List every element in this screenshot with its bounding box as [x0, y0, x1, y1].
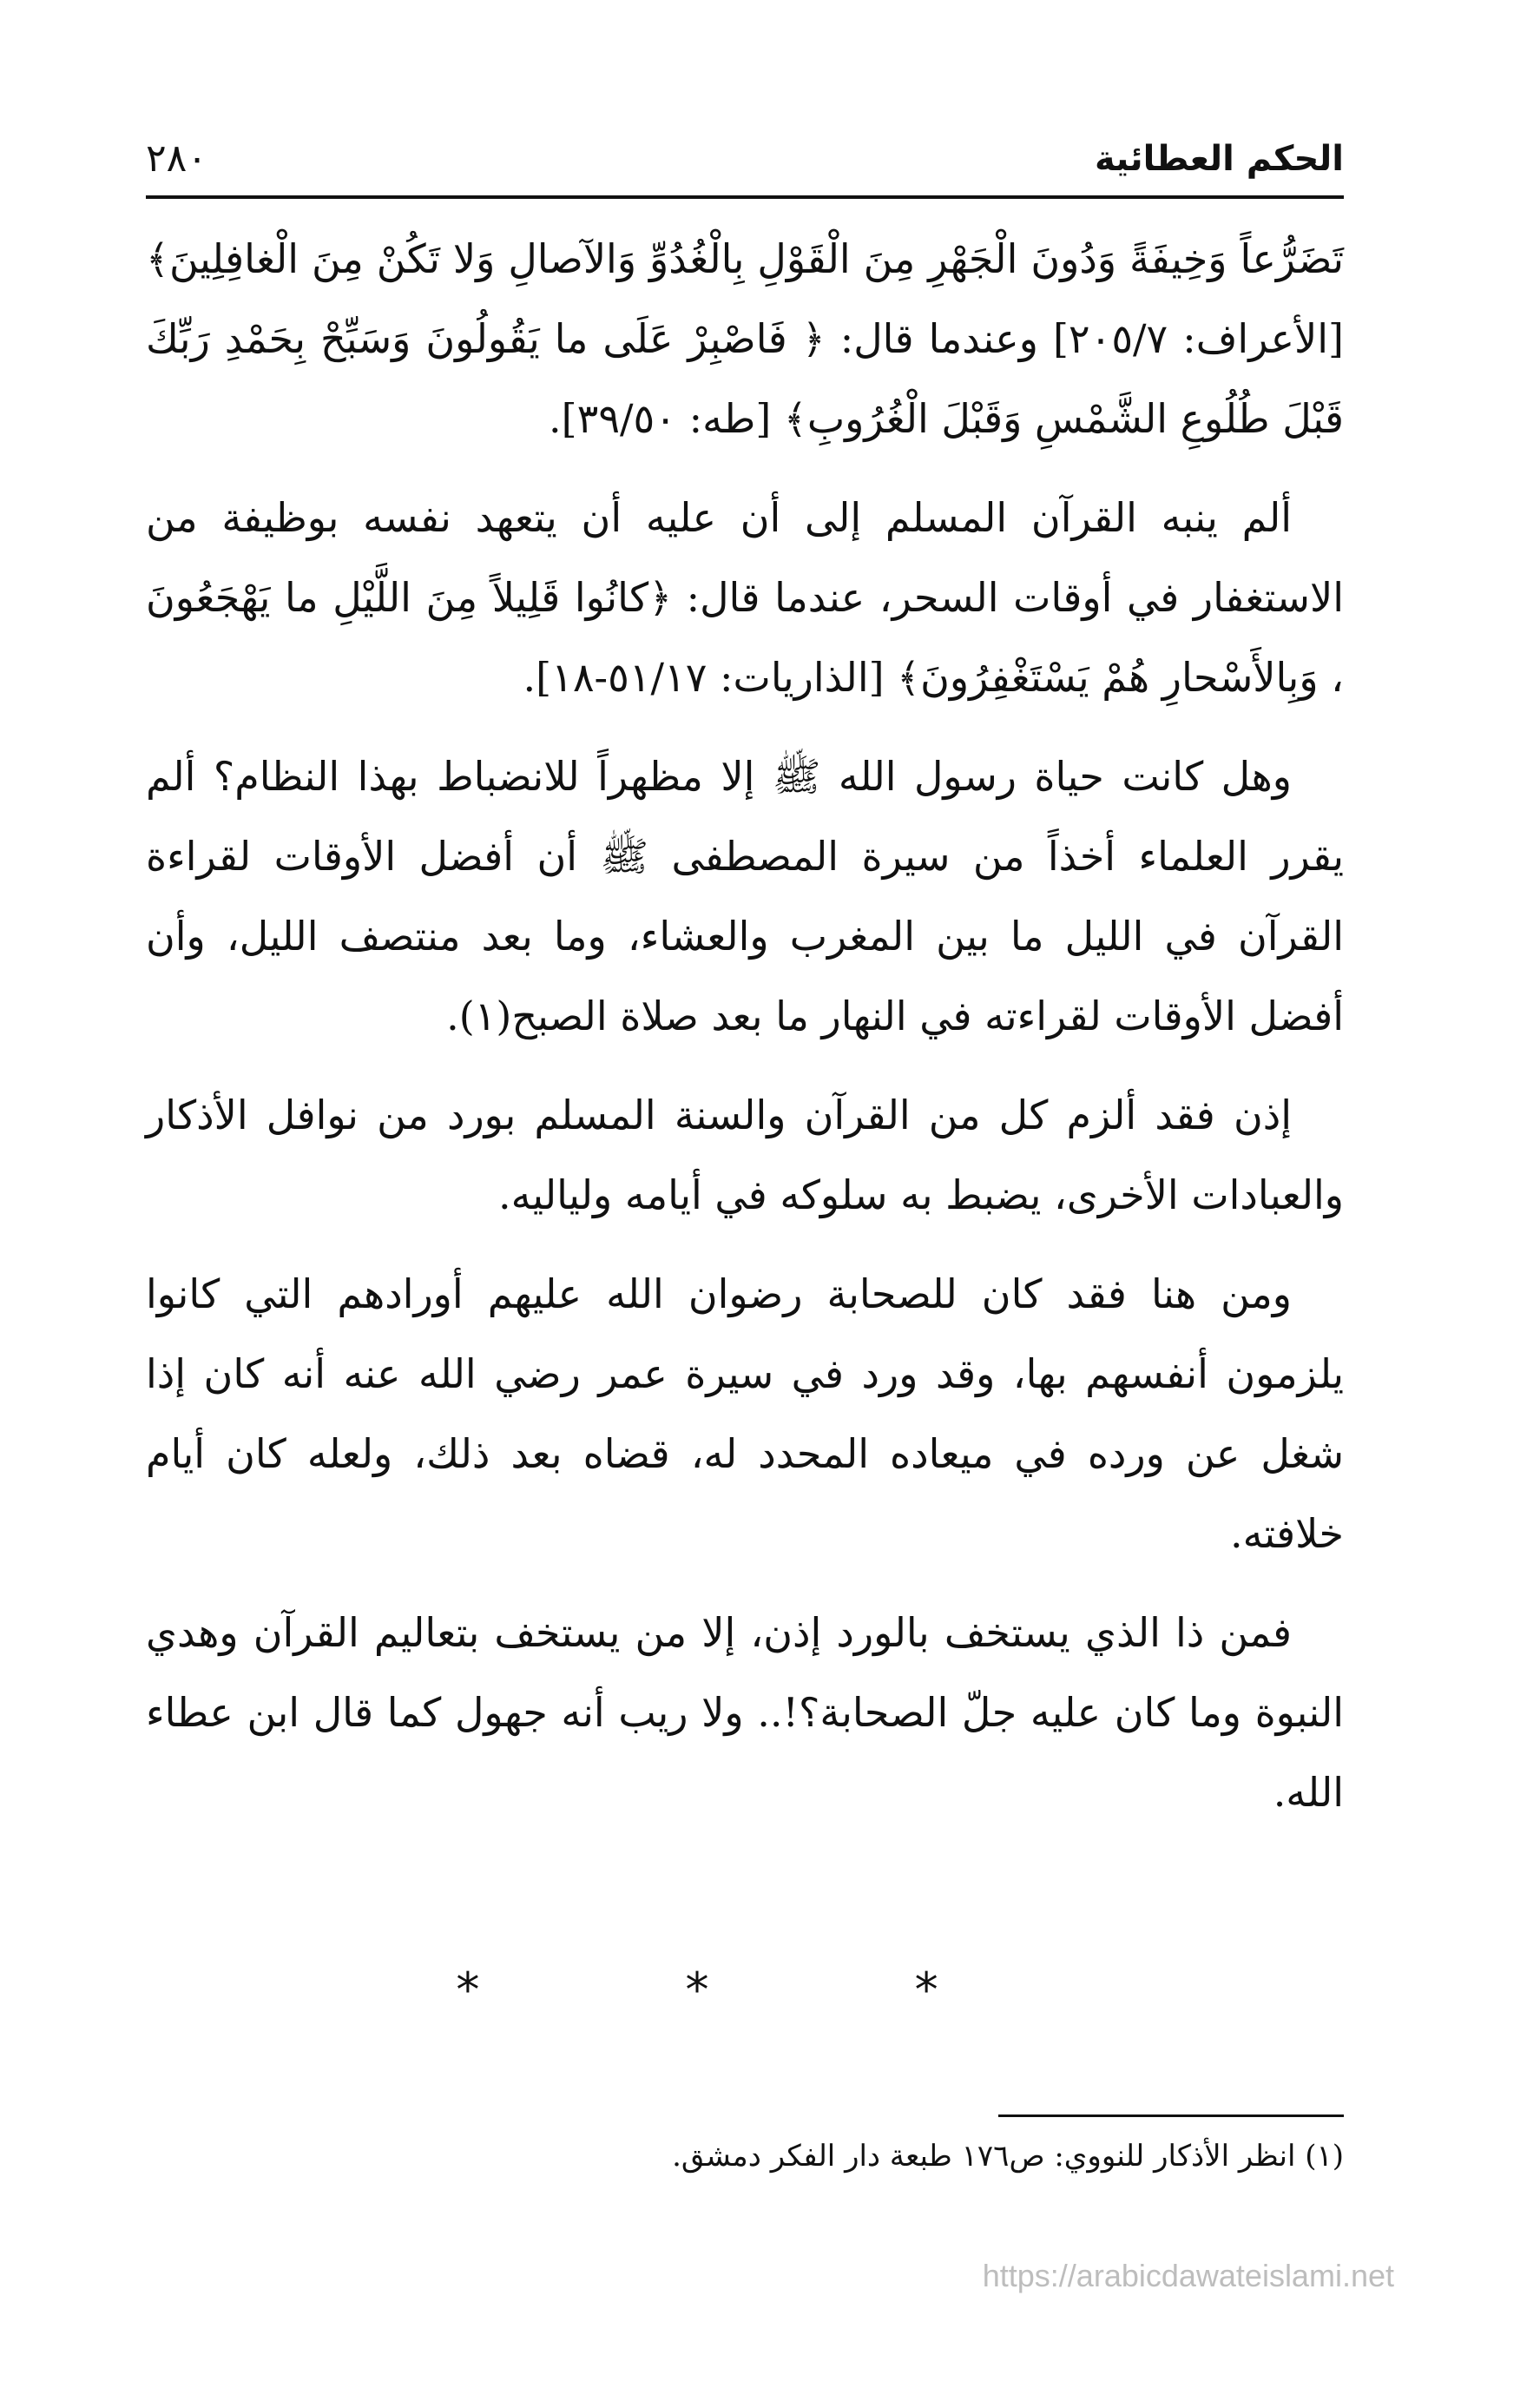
paragraph-quran-continuation: تَضَرُّعاً وَخِيفَةً وَدُونَ الْجَهْرِ مِنَ الْقَوْلِ بِالْغُدُوِّ وَالآصالِ وَلا تَكُنْ مِنَ الْغافِلِينَ﴾ [الأعراف: ٢٠٥/٧] وعندما قال: ﴿ فَاصْبِرْ عَلَى ما يَقُولُونَ وَسَبِّحْ بِحَمْدِ رَبِّكَ قَبْلَ طُلُوعِ الشَّمْسِ وَقَبْلَ الْغُرُوبِ﴾ [طه: ٣٩/٥٠].: [146, 235, 1345, 442]
running-title: الحكم العطائية: [1094, 139, 1344, 179]
paragraph-conclusion: فمن ذا الذي يستخف بالورد إذن، إلا من يستخف بتعاليم القرآن وهدي النبوة وما كان عليه جلّ الصحابة؟!.. ولا ريب أنه جهول كما قال ابن عطاء الله.: [146, 1609, 1344, 1816]
section-separator: * * *: [456, 1963, 1034, 2017]
footnote: (١) انظر الأذكار للنووي: ص١٧٦ طبعة دار الفكر دمشق.: [672, 2139, 1344, 2174]
watermark-url: https://arabicdawateislami.net: [982, 2258, 1394, 2293]
page-number: ٢٨٠: [146, 136, 207, 181]
paragraph-companions: ومن هنا فقد كان للصحابة رضوان الله عليهم أورادهم التي كانوا يلزمون أنفسهم بها، وقد ورد في سيرة عمر رضي الله عنه أنه كان إذا شغل عن ورده في ميعاده المحدد له، قضاه بعد ذلك، ولعله كان أيام خلافته.: [146, 1270, 1344, 1557]
footnote-rule: [998, 2114, 1344, 2117]
header-rule: [146, 195, 1344, 199]
main-text: [146, 219, 1344, 1851]
paragraph-prophet-life: وهل كانت حياة رسول الله ﷺ إلا مظهراً للانضباط بهذا النظام؟ ألم يقرر العلماء أخذاً من سيرة المصطفى ﷺ أن أفضل الأوقات لقراءة القرآن في الليل ما بين المغرب والعشاء، وما بعد منتصف الليل، وأن أفضل الأوقات لقراءته في النهار ما بعد صلاة الصبح(١).: [146, 753, 1344, 1039]
paragraph-wird-obligation: إذن فقد ألزم كل من القرآن والسنة المسلم بورد من نوافل الأذكار والعبادات الأخرى، يضبط به سلوكه في أيامه ولياليه.: [146, 1092, 1344, 1218]
paragraph-istighfar: ألم ينبه القرآن المسلم إلى أن عليه أن يتعهد نفسه بوظيفة من الاستغفار في أوقات السحر، عندما قال: ﴿كانُوا قَلِيلاً مِنَ اللَّيْلِ ما يَهْجَعُونَ ، وَبِالأَسْحارِ هُمْ يَسْتَغْفِرُونَ﴾ [الذاريات: ٥١/١٧-١٨].: [146, 494, 1344, 701]
page-header: [146, 130, 1344, 191]
